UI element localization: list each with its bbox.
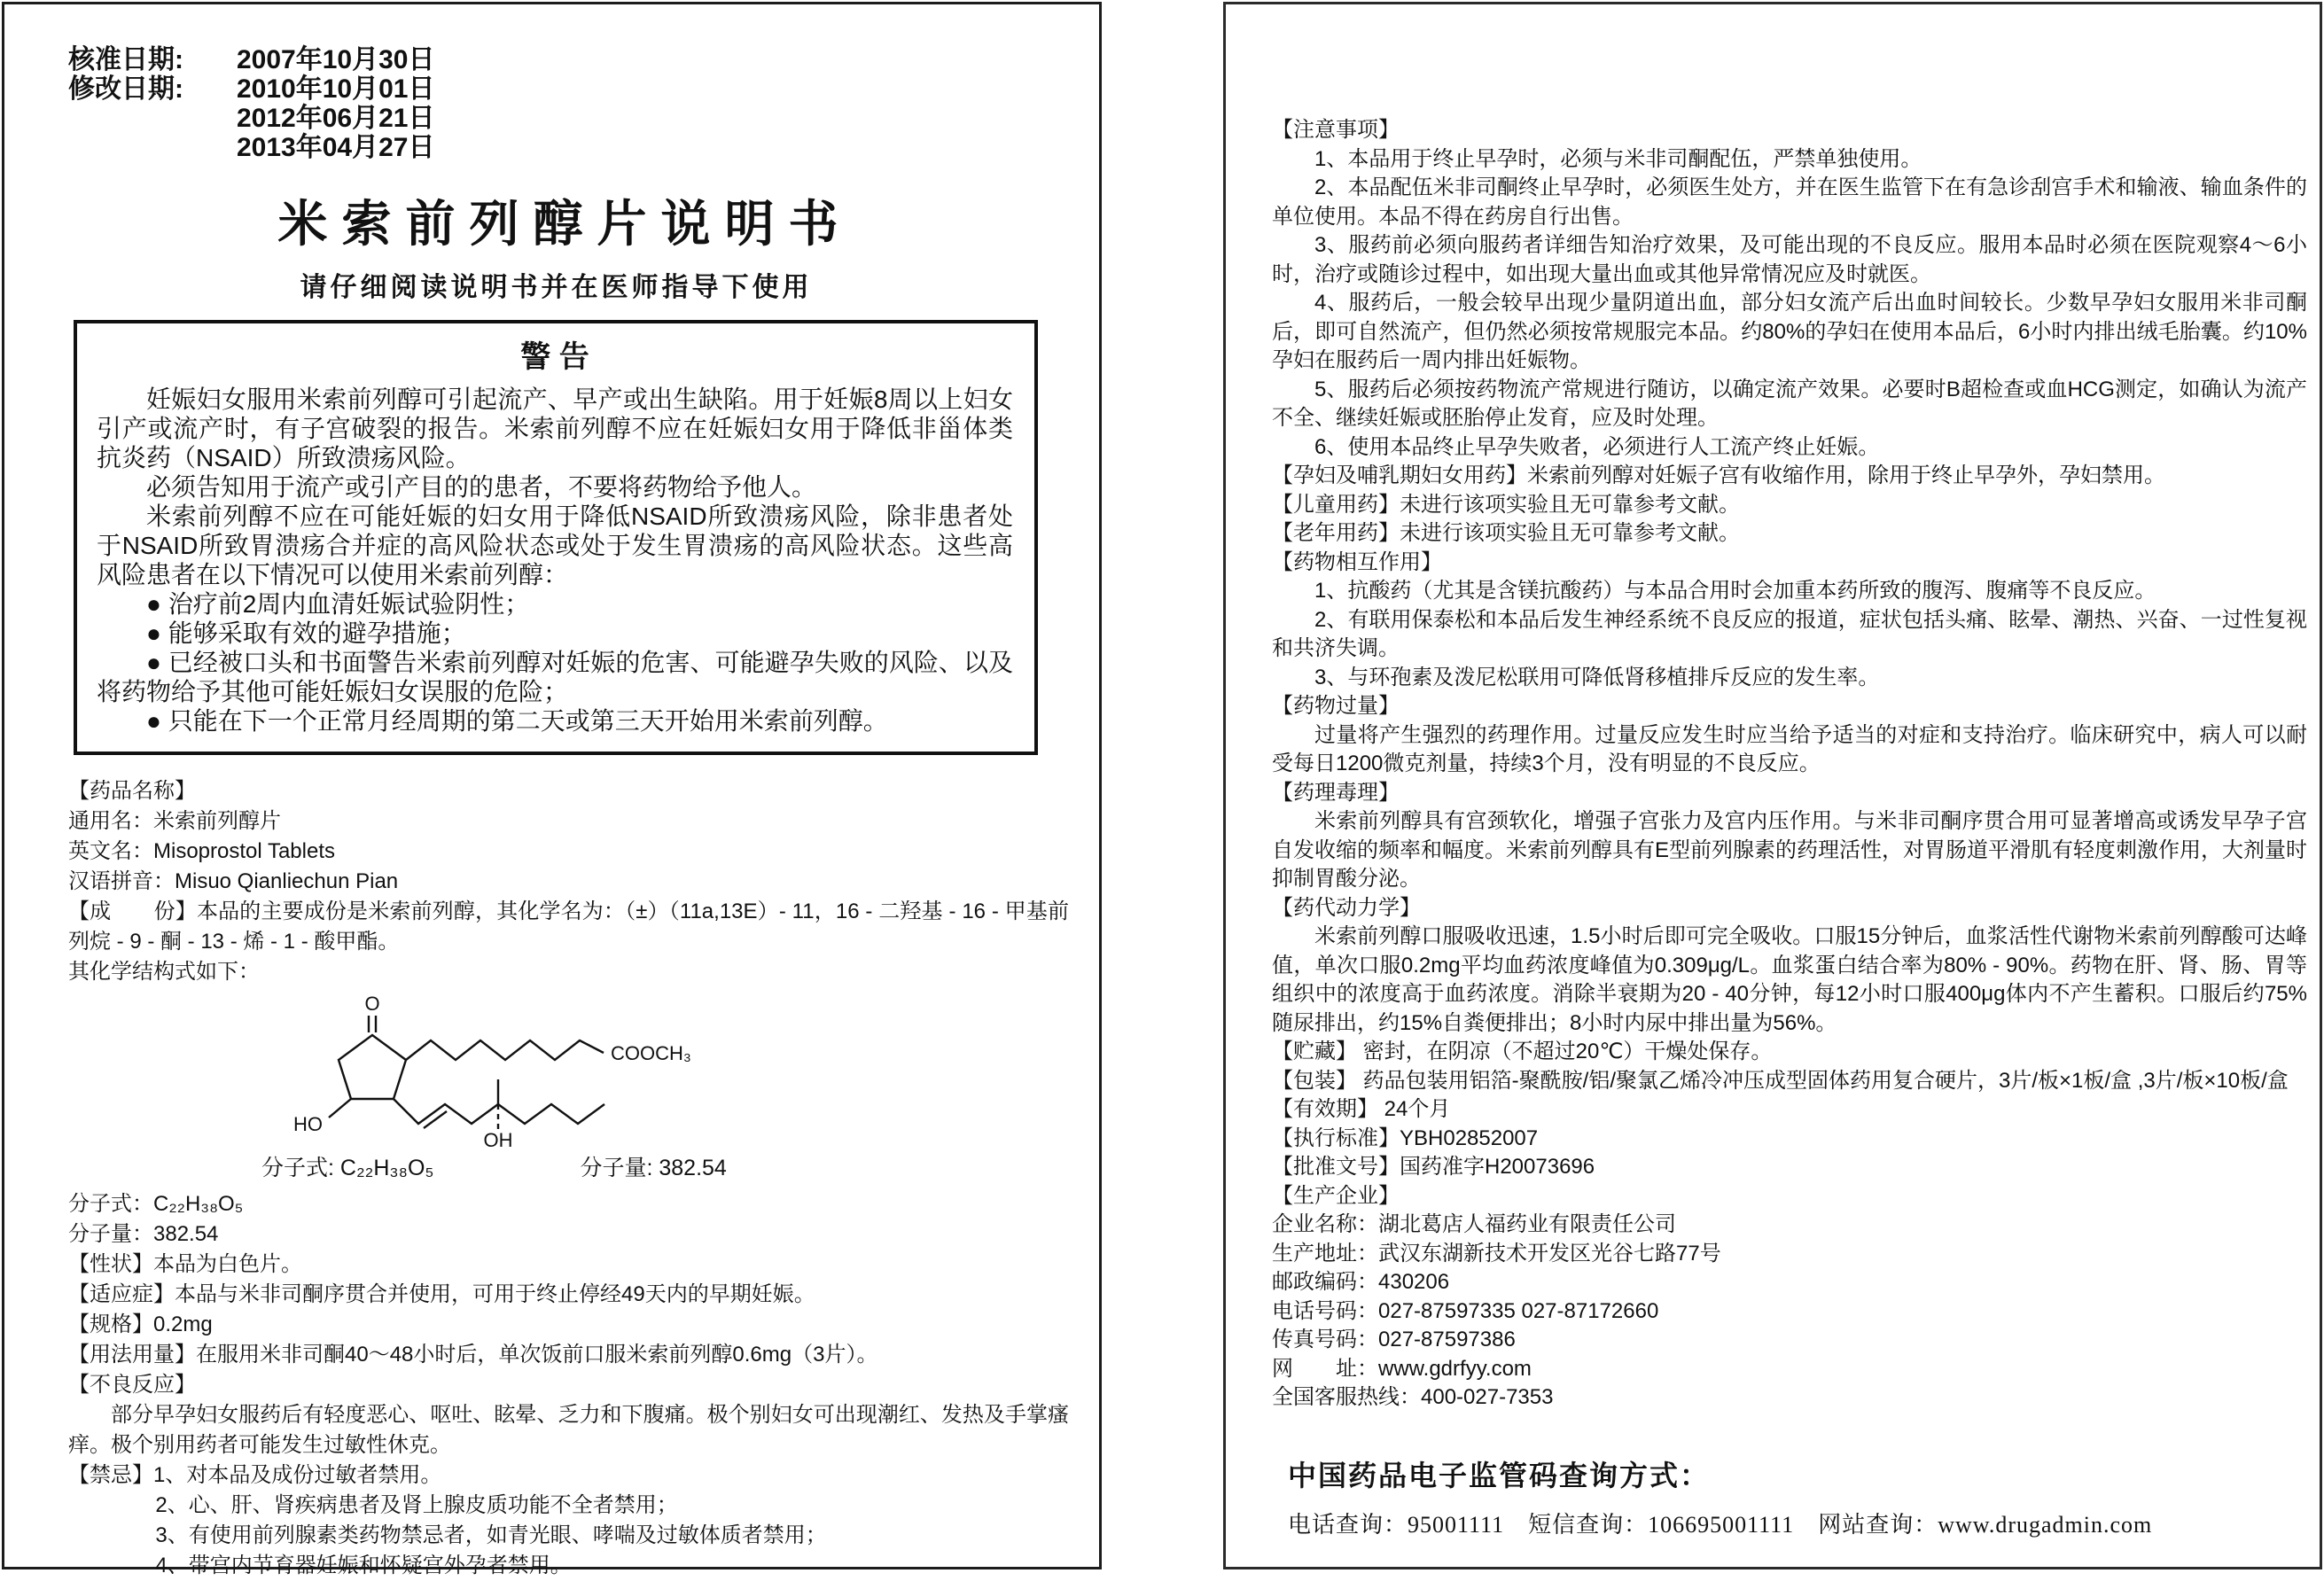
approval-date-value: 2007年10月30日 xyxy=(237,45,435,74)
text-line: 部分早孕妇女服药后有轻度恶心、呕吐、眩晕、乏力和下腹痛。极个别妇女可出现潮红、发热及手掌瘙痒。极个别用药者可能发生过敏性休克。 xyxy=(68,1403,1069,1457)
insert-page-1 xyxy=(2,2,1102,1577)
text-line: 汉语拼音：Misuo Qianliechun Pian xyxy=(68,869,399,893)
text-line: 【生产企业】 xyxy=(1272,1183,1400,1208)
text-line: 传真号码：027-87597386 xyxy=(1272,1328,1516,1351)
text-line: 6、使用本品终止早孕失败者，必须进行人工流产终止妊娠。 xyxy=(1314,434,1880,459)
text-line: 2、有联用保泰松和本品后发生神经系统不良反应的报道，症状包括头痛、眩晕、潮热、兴奋、一过性复视和共济失调。 xyxy=(1272,607,2307,660)
ester-group-label: COOCH₃ xyxy=(611,1042,691,1064)
text-line: 【药物相互作用】 xyxy=(1272,549,1442,574)
revision-date-value: 2012年06月21日 xyxy=(237,104,435,133)
text-line: 【药理毒理】 xyxy=(1272,780,1400,805)
warning-box xyxy=(74,320,1038,755)
text-line: 【适应症】本品与米非司酮序贯合并使用，可用于终止停经49天内的早期妊娠。 xyxy=(68,1282,815,1306)
text-line: 【贮藏】 密封，在阴凉（不超过20℃）干燥处保存。 xyxy=(1272,1040,1773,1063)
text-line: 2、本品配伍米非司酮终止早孕时，必须医生处方，并在医生监管下在有急诊刮宫手术和输液、输血条件的单位使用。本品不得在药房自行出售。 xyxy=(1272,175,2307,229)
warning-title: 警 告 xyxy=(520,340,589,374)
revision-date-row xyxy=(68,74,1099,104)
text-line: 【禁忌】1、对本品及成份过敏者禁用。 xyxy=(68,1463,442,1487)
molecular-weight-caption: 分子量: 382.54 xyxy=(580,1156,727,1180)
text-line: 英文名：Misoprostol Tablets xyxy=(68,839,335,863)
warning-paragraph: 妊娠妇女服用米索前列醇可引起流产、早产或出生缺陷。用于妊娠8周以上妇女引产或流产时，有子宫破裂的报告。米索前列醇不应在妊娠妇女用于降低非甾体类抗炎药（NSAID）所致溃疡风险。 xyxy=(97,386,1013,471)
revision-date-value: 2010年10月01日 xyxy=(237,74,435,104)
text-line: 1、抗酸药（尤其是含镁抗酸药）与本品合用时会加重本药所致的腹泻、腹痛等不良反应。 xyxy=(1314,579,2156,603)
warning-paragraph: 必须告知用于流产或引产目的的患者，不要将药物给予他人。 xyxy=(146,473,817,501)
chemical-structure-drawing xyxy=(213,991,815,1149)
warning-paragraph: ● 只能在下一个正常月经周期的第二天或第三天开始用米索前列醇。 xyxy=(146,707,888,735)
text-line: 全国客服热线：400-027-7353 xyxy=(1272,1385,1554,1409)
text-line: 米索前列醇口服吸收迅速，1.5小时后即可完全吸收。口服15分钟后，血浆活性代谢物米索前列醇酸可达峰值，单次口服0.2mg平均血药浓度峰值为0.309μg/L。血浆蛋白结合率为80% - 90%。药物在肝、肾、肠、胃等组织中的浓度高于血药浓度。消除半衰期为20 - 40分钟，每12小时口服400μg体内不产生蓄积。口服后约75%随尿排出，约15%自粪便排出；8小时内尿中排出量为56%。 xyxy=(1272,924,2307,1035)
regulatory-code-footer xyxy=(1288,1453,2320,1539)
cyclopentane-ring xyxy=(339,1035,406,1099)
precautions-and-info-section xyxy=(1272,116,2307,1413)
warning-paragraph: ● 能够采取有效的避孕措施； xyxy=(146,619,466,647)
revision-date-extra-list xyxy=(68,104,1099,162)
revision-date-label: 修改日期: xyxy=(68,74,183,104)
date-block xyxy=(68,45,1099,162)
text-line: 分子量：382.54 xyxy=(68,1222,219,1246)
warning-paragraph: ● 治疗前2周内血清妊娠试验阴性； xyxy=(146,590,530,618)
insert-page-2 xyxy=(1223,2,2322,1569)
text-line: 3、有使用前列腺素类药物禁忌者，如青光眼、哮喘及过敏体质者禁用； xyxy=(155,1523,827,1547)
molecular-formula-caption: 分子式: C₂₂H₃₈O₅ xyxy=(261,1156,434,1180)
text-line: 米索前列醇具有宫颈软化，增强子宫张力及宫内压作用。与米非司酮序贯合用可显著增高或诱发早孕子宫自发收缩的频率和幅度。米索前列醇具有E型前列腺素的药理活性，对胃肠道平滑肌有轻度刺激作用，大剂量时抑制胃酸分泌。 xyxy=(1272,809,2308,891)
text-line: 【性状】本品为白色片。 xyxy=(68,1252,302,1276)
text-line: 4、服药后，一般会较早出现少量阴道出血，部分妇女流产后出血时间较长。少数早孕妇女服用米非司酮后，即可自然流产，但仍然必须按常规服完本品。约80%的孕妇在使用本品后，6小时内排出绒毛胎囊。约10%孕妇在服药后一周内排出妊娠物。 xyxy=(1272,291,2307,372)
properties-section xyxy=(68,1189,1069,1581)
text-line: 【成 份】本品的主要成份是米索前列醇，其化学名为：（±）（11a,13E）- 11，16 - 二羟基 - 16 - 甲基前列烷 - 9 - 酮 - 13 - 烯 - 1 - 酸甲酯。 xyxy=(68,900,1069,954)
text-line: 【执行标准】YBH02852007 xyxy=(1272,1125,1539,1150)
approval-date-row xyxy=(68,45,1099,74)
text-line: 【药品名称】 xyxy=(68,779,196,803)
text-line: 3、服药前必须向服药者详细告知治疗效果，及可能出现的不良反应。服用本品时必须在医院观察4～6小时，治疗或随诊过程中，如出现大量出血或其他异常情况应及时就医。 xyxy=(1272,233,2307,286)
text-line: 电话号码：027-87597335 027-87172660 xyxy=(1272,1298,1659,1323)
warning-paragraph: 米索前列醇不应在可能妊娠的妇女用于降低NSAID所致溃疡风险，除非患者处于NSAID所致胃溃疡合并症的高风险状态或处于发生胃溃疡的高风险状态。这些高风险患者在以下情况可以使用米索前列醇： xyxy=(97,502,1013,588)
text-line: 【不良反应】 xyxy=(68,1373,196,1397)
text-line: 【药物过量】 xyxy=(1272,694,1400,718)
text-line: 【老年用药】未进行该项实验且无可靠参考文献。 xyxy=(1272,521,1740,545)
warning-paragraphs xyxy=(97,385,1013,736)
text-line: 【包装】 药品包装用铝箔-聚酰胺/铝/聚氯乙烯冷冲压成型固体药用复合硬片，3片/板×1板/盒 ,3片/板×10板/盒 xyxy=(1272,1068,2289,1093)
ketone-oxygen-label: O xyxy=(364,993,380,1015)
approval-date-label: 核准日期: xyxy=(68,45,183,74)
text-line: 过量将产生强烈的药理作用。过量反应发生时应当给予适当的对症和支持治疗。临床研究中，病人可以耐受每日1200微克剂量，持续3个月，没有明显的不良反应。 xyxy=(1272,722,2307,775)
text-line: 分子式：C₂₂H₃₈O₅ xyxy=(68,1192,244,1216)
text-line: 1、本品用于终止早孕时，必须与米非司酮配伍，严禁单独使用。 xyxy=(1314,146,1922,171)
text-line: 【药代动力学】 xyxy=(1272,895,1421,920)
text-line: 4、带宫内节育器妊娠和怀疑宫外孕者禁用。 xyxy=(155,1554,572,1577)
page-subtitle: 请仔细阅读说明书并在医师指导下使用 xyxy=(300,273,813,302)
text-line: 【儿童用药】未进行该项实验且无可靠参考文献。 xyxy=(1272,492,1740,517)
text-line: 【孕妇及哺乳期妇女用药】米索前列醇对妊娠子宫有收缩作用，除用于终止早孕外，孕妇禁用。 xyxy=(1272,463,2165,487)
hydroxyl-oh-label: OH xyxy=(483,1129,513,1149)
revision-date-row xyxy=(68,133,1099,162)
text-line: 5、服药后必须按药物流产常规进行随访，以确定流产效果。必要时B超检查或血HCG测定，如确认为流产不全、继续妊娠或胚胎停止发育，应及时处理。 xyxy=(1272,377,2307,430)
text-line: 企业名称：湖北葛店人福药业有限责任公司 xyxy=(1272,1212,1676,1236)
text-line: 2、心、肝、肾疾病患者及肾上腺皮质功能不全者禁用； xyxy=(155,1493,678,1517)
revision-date-row xyxy=(68,104,1099,133)
page-title: 米索前列醇片说明书 xyxy=(277,196,853,252)
text-line: 邮政编码：430206 xyxy=(1272,1270,1450,1294)
text-line: 3、与环孢素及泼尼松联用可降低肾移植排斥反应的发生率。 xyxy=(1314,665,1880,689)
text-line: 【规格】0.2mg xyxy=(68,1312,213,1336)
text-line: 其化学结构式如下： xyxy=(68,960,260,984)
warning-paragraph: ● 已经被口头和书面警告米索前列醇对妊娠的危害、可能避孕失败的风险、以及将药物给予其他可能妊娠妇女误服的危险； xyxy=(97,649,1013,705)
chemical-structure-block xyxy=(213,991,815,1182)
text-line: 生产地址：武汉东湖新技术开发区光谷七路77号 xyxy=(1272,1241,1721,1266)
regulatory-code-title: 中国药品电子监管码查询方式： xyxy=(1288,1459,1711,1491)
structure-caption xyxy=(213,1150,815,1182)
text-line: 【注意事项】 xyxy=(1272,118,1400,142)
drug-name-section xyxy=(68,776,1069,987)
text-line: 【有效期】 24个月 xyxy=(1272,1097,1451,1121)
text-line: 【批准文号】国药准字H20073696 xyxy=(1272,1155,1595,1179)
hydroxyl-ho-label: HO xyxy=(293,1113,323,1135)
revision-date-value: 2013年04月27日 xyxy=(237,133,435,162)
regulatory-code-contacts: 电话查询：95001111 短信查询：106695001111 网站查询：www.drugadmin.com xyxy=(1288,1511,2153,1538)
text-line: 通用名：米索前列醇片 xyxy=(68,809,281,833)
text-line: 网 址：www.gdrfyy.com xyxy=(1272,1356,1532,1381)
text-line: 【用法用量】在服用米非司酮40～48小时后，单次饭前口服米索前列醇0.6mg（3片）。 xyxy=(68,1343,878,1367)
